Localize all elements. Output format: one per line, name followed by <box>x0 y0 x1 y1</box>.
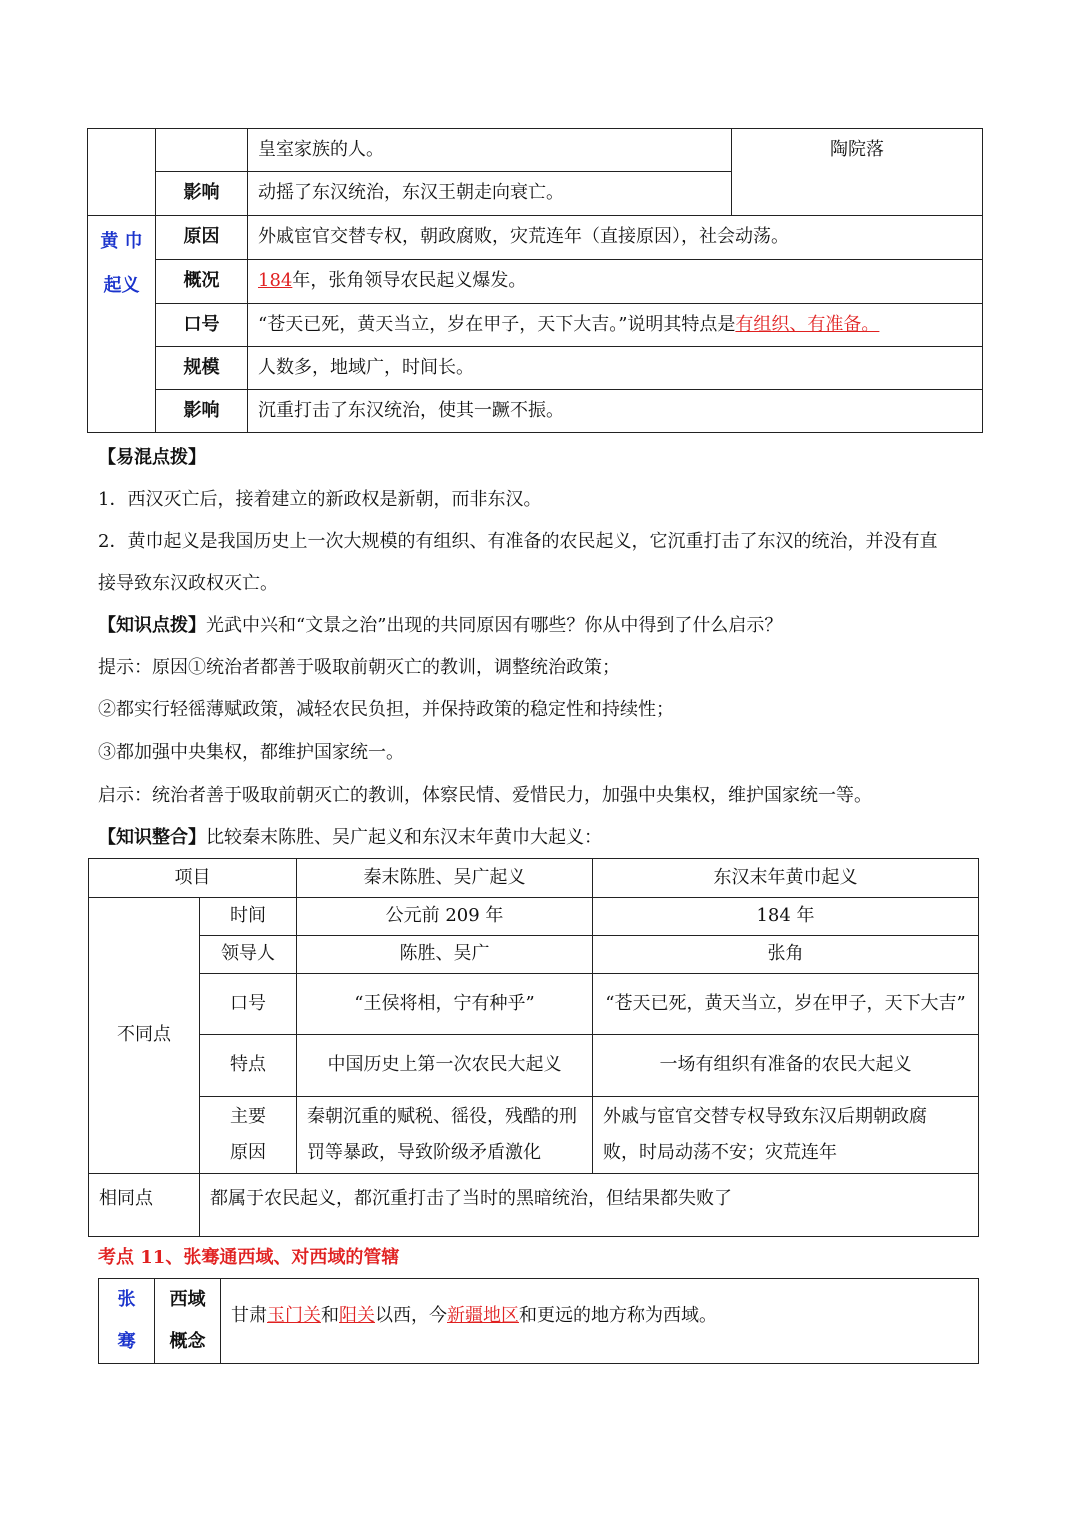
diff-label-cell <box>89 898 200 1174</box>
keyword-yumen-pass: 玉门关 <box>267 1305 321 1326</box>
content-text: “苍天已死，黄天当立，岁在甲子，天下大吉。”说明其特点是 <box>258 313 736 335</box>
same-content: 都属于农民起义，都沉重打击了当时的黑暗统治，但结果都失败了 <box>210 1188 732 1209</box>
knowledge-heading: 【知识点拨】 <box>98 615 206 636</box>
cell-col1 <box>297 898 593 936</box>
knowledge-hint-4: 启示：统治者善于吸取前朝灭亡的教训，体察民情、爱惜民力，加强中央集权，维护国家统一等。 <box>98 785 872 806</box>
group-label-line2: 起义 <box>103 275 140 296</box>
integration-intro <box>98 816 988 859</box>
content-cell <box>248 172 732 216</box>
content-cell <box>248 390 983 433</box>
cell-col1 <box>297 974 593 1035</box>
row-label-text: 领导人 <box>221 943 275 965</box>
text: 和 <box>321 1305 339 1326</box>
content-cell <box>248 260 983 304</box>
diff-label: 不同点 <box>117 1024 171 1046</box>
header-item-text: 项目 <box>174 866 211 888</box>
cell-text: “王侯将相，宁有种乎” <box>354 992 535 1014</box>
content-cell <box>248 129 732 172</box>
zhang-qian-table <box>98 1278 979 1364</box>
year-highlight: 184 <box>258 270 293 292</box>
row-label-text: 影响 <box>183 399 220 421</box>
label-line2: 骞 <box>117 1331 136 1352</box>
confusion-heading: 【易混点拨】 <box>98 447 206 468</box>
content-text: 动摇了东汉统治，东汉王朝走向衰亡。 <box>258 182 564 204</box>
confusion-point-2b: 接导致东汉政权灭亡。 <box>98 573 278 594</box>
cell-text: 张角 <box>767 943 804 965</box>
cell-col2 <box>593 1097 979 1174</box>
zhang-qian-label-cell <box>99 1279 155 1364</box>
header-col1 <box>297 859 593 898</box>
yellow-turban-table <box>87 128 983 433</box>
header-col1-text: 秦末陈胜、吴广起义 <box>363 866 526 888</box>
row-label-text: 时间 <box>230 905 266 927</box>
confusion-point-1: 1．西汉灭亡后，接着建立的新政权是新朝，而非东汉。 <box>98 489 542 510</box>
row-label-text: 口号 <box>183 313 220 335</box>
content-text: 皇室家族的人。 <box>258 138 384 160</box>
yellow-turban-label-cell <box>88 216 156 433</box>
sub-label-line1: 西域 <box>169 1289 206 1310</box>
row-label-line2: 原因 <box>230 1142 266 1163</box>
row-label <box>200 936 297 974</box>
cell-col2 <box>593 936 979 974</box>
cell-text: 陈胜、吴广 <box>399 943 490 965</box>
row-label <box>200 898 297 936</box>
feature-highlight: 有组织、有准备。 <box>735 313 880 335</box>
cell-col2 <box>593 974 979 1035</box>
keyword-yang-pass: 阳关 <box>339 1305 375 1326</box>
cell-text: 中国历史上第一次农民大起义 <box>327 1054 562 1076</box>
western-regions-content <box>221 1279 979 1364</box>
sub-label-line2: 概念 <box>169 1331 206 1352</box>
content-text: 人数多，地域广，时间长。 <box>258 356 474 378</box>
content-text: 沉重打击了东汉统治，使其一蹶不振。 <box>258 399 564 421</box>
row-label-text: 规模 <box>183 356 220 378</box>
group-label-line1: 黄 巾 <box>100 231 143 252</box>
cell-text-line1: 秦朝沉重的赋税、徭役，残酷的刑 <box>307 1106 577 1127</box>
knowledge-hint-3: ③都加强中央集权，都维护国家统一。 <box>98 742 404 763</box>
knowledge-hint-2: ②都实行轻徭薄赋政策，减轻农民负担，并保持政策的稳定性和持续性； <box>98 699 674 720</box>
cell-text: 一场有组织有准备的农民大起义 <box>659 1054 912 1076</box>
cell-text: “苍天已死，黄天当立，岁在甲子，天下大吉” <box>605 992 966 1014</box>
row-label <box>156 390 248 433</box>
knowledge-question-text: 光武中兴和“文景之治”出现的共同原因有哪些？你从中得到了什么启示？ <box>206 615 783 636</box>
row-label-text: 概况 <box>183 270 220 292</box>
row-label <box>156 172 248 216</box>
cell-text: 184 年 <box>756 905 815 927</box>
knowledge-question <box>98 604 988 647</box>
integration-intro-text: 比较秦末陈胜、吴广起义和东汉末年黄巾大起义： <box>206 827 602 848</box>
section-11-title: 考点 11、张骞通西域、对西域的管辖 <box>98 1247 400 1268</box>
empty-label-cell <box>156 129 248 172</box>
group-cell-prev <box>88 129 156 216</box>
western-regions-label-cell <box>155 1279 221 1364</box>
same-label-cell <box>89 1174 200 1237</box>
cell-text: 公元前 209 年 <box>385 905 504 927</box>
row-label <box>156 304 248 347</box>
same-label: 相同点 <box>99 1188 153 1209</box>
text: 甘肃 <box>231 1305 267 1326</box>
row-label-text: 口号 <box>230 992 266 1014</box>
knowledge-hint-1: 提示：原因①统治者都善于吸取前朝灭亡的教训，调整统治政策； <box>98 657 620 678</box>
cell-text-line2: 败，时局动荡不安；灾荒连年 <box>603 1142 837 1163</box>
row-label-text: 特点 <box>230 1054 266 1076</box>
row-label-text: 影响 <box>183 182 220 204</box>
header-col2-text: 东汉末年黄巾起义 <box>713 866 858 888</box>
row-label <box>156 260 248 304</box>
content-text: 年，张角领导农民起义爆发。 <box>292 270 527 292</box>
content-text: 外戚宦官交替专权，朝政腐败，灾荒连年（直接原因），社会动荡。 <box>258 226 789 248</box>
comparison-table <box>88 858 979 1237</box>
text: 和更远的地方称为西域。 <box>519 1305 717 1326</box>
cell-col1 <box>297 936 593 974</box>
cell-col2 <box>593 1035 979 1097</box>
keyword-xinjiang: 新疆地区 <box>447 1305 519 1326</box>
note-cell <box>732 129 983 216</box>
same-content-cell <box>200 1174 979 1237</box>
content-cell <box>248 347 983 390</box>
cell-col1 <box>297 1097 593 1174</box>
right-note: 陶院落 <box>830 139 884 160</box>
cell-col1 <box>297 1035 593 1097</box>
header-item <box>89 859 297 898</box>
text: 以西，今 <box>375 1305 447 1326</box>
row-label-line1: 主要 <box>230 1106 266 1127</box>
integration-heading: 【知识整合】 <box>98 827 206 848</box>
row-label <box>200 1035 297 1097</box>
row-label-text: 原因 <box>183 226 220 248</box>
header-col2 <box>593 859 979 898</box>
content-cell <box>248 216 983 260</box>
row-label <box>200 1097 297 1174</box>
content-cell <box>248 304 983 347</box>
confusion-point-2a: 2．黄巾起义是我国历史上一次大规模的有组织、有准备的农民起义，它沉重打击了东汉的统治，并没有直 <box>98 531 938 552</box>
row-label <box>200 974 297 1035</box>
cell-text-line1: 外戚与宦官交替专权导致东汉后期朝政腐 <box>603 1106 927 1127</box>
cell-col2 <box>593 898 979 936</box>
row-label <box>156 347 248 390</box>
cell-text-line2: 罚等暴政，导致阶级矛盾激化 <box>307 1142 541 1163</box>
row-label <box>156 216 248 260</box>
label-line1: 张 <box>117 1289 136 1310</box>
